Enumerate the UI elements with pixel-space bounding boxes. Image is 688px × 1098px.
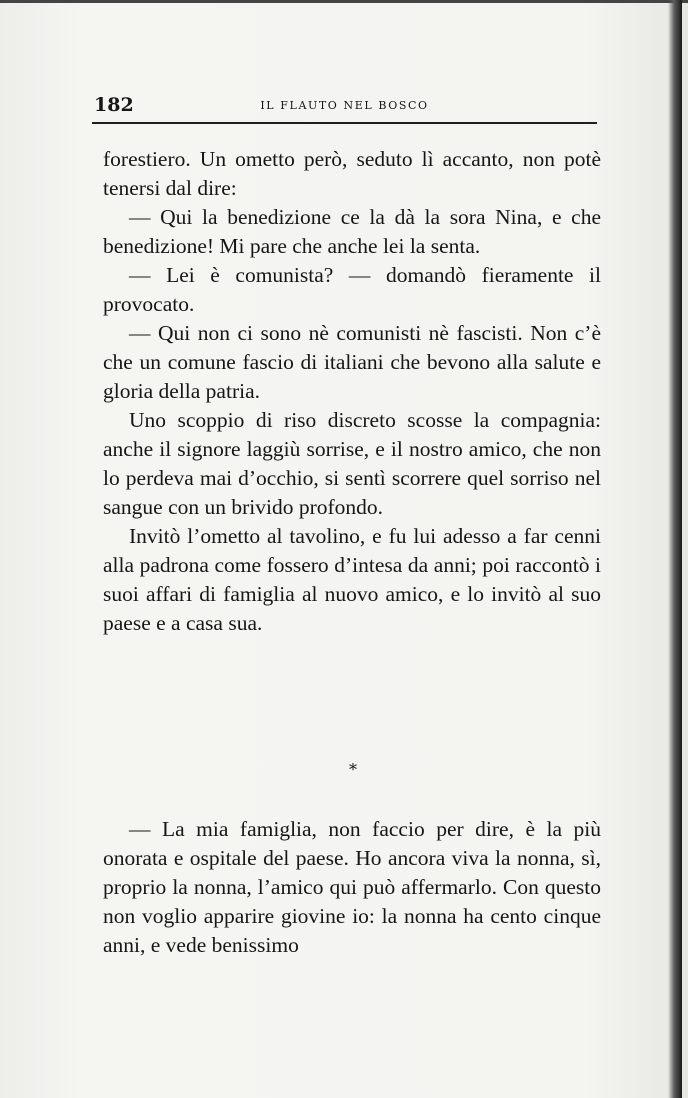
paragraph-dialogue: — Lei è comunista? — domandò fieramente il provocato.	[103, 263, 601, 316]
paragraph: Uno scoppio di riso discreto scosse la compagnia: anche il signore laggiù sorrise, e il nostro amico, che non lo perdeva mai d’occhio, si sentì scorrere quel sorriso nel sangue con un brivido profondo.	[103, 408, 601, 519]
paragraph-dialogue: — Qui la benedizione ce la dà la sora Nina, e che benedizione! Mi pare che anche lei la senta.	[103, 205, 601, 258]
section-separator-asterisk: *	[349, 760, 357, 779]
book-gutter-shadow	[668, 0, 682, 1098]
paragraph-dialogue: — La mia famiglia, non faccio per dire, è la più onorata e ospitale del paese. Ho ancora viva la nonna, sì, proprio la nonna, l’amico qui può affermarlo. Con questo non voglio apparire giovine io: la nonna ha cento cinque anni, e vede benissimo	[103, 817, 601, 957]
running-title: IL FLAUTO NEL BOSCO	[260, 99, 429, 112]
paragraph: Invitò l’ometto al tavolino, e fu lui adesso a far cenni alla padrona come fossero d’intesa da anni; poi raccontò i suoi affari di famiglia al nuovo amico, e lo invitò al suo paese e a casa sua.	[103, 524, 601, 635]
page-number: 182	[94, 94, 134, 116]
paragraph-continuation: forestiero. Un ometto però, seduto lì accanto, non potè tenersi dal dire:	[103, 147, 601, 200]
page-header	[92, 90, 597, 120]
body-text	[103, 145, 601, 638]
page-top-edge	[0, 0, 688, 3]
header-rule	[92, 122, 597, 124]
body-text-after-separator	[103, 815, 601, 960]
paragraph-dialogue: — Qui non ci sono nè comunisti nè fascisti. Non c’è che un comune fascio di italiani che bevono alla salute e gloria della patria.	[103, 321, 601, 403]
